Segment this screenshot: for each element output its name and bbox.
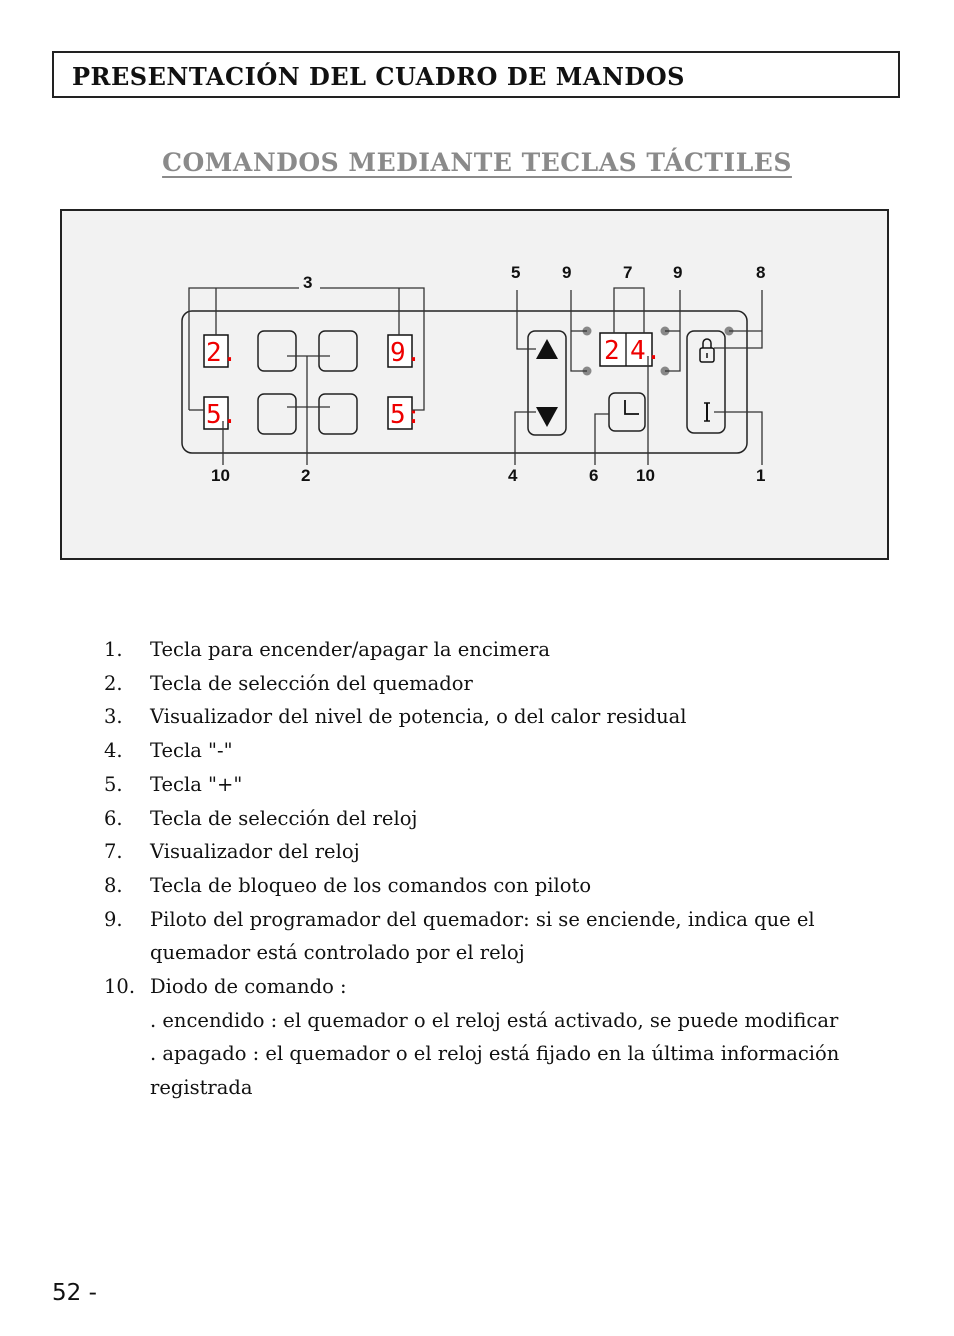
power-icon[interactable] xyxy=(704,403,710,421)
legend-item: 9. Piloto del programador del quemador: si se enciende, indica que el xyxy=(104,907,815,931)
legend-item: 1. Tecla para encender/apagar la encimera xyxy=(104,638,550,661)
subtitle-wrap xyxy=(0,148,954,177)
callout-8: 8 xyxy=(756,263,766,282)
legend-list xyxy=(104,633,864,1105)
callout-3: 3 xyxy=(303,273,313,292)
display-top-left-value: 2. xyxy=(206,338,238,368)
callout-2-lines xyxy=(287,356,330,465)
callout-6: 6 xyxy=(589,466,599,485)
section-title: PRESENTACIÓN DEL CUADRO DE MANDOS xyxy=(72,62,685,91)
callout-9a: 9 xyxy=(562,263,572,282)
legend-item: 7. Visualizador del reloj xyxy=(104,840,360,864)
legend-item: 6. Tecla de selección del reloj xyxy=(104,806,418,830)
burner-key-1[interactable] xyxy=(258,331,296,371)
callout-4-line xyxy=(515,412,536,465)
burner-key-3[interactable] xyxy=(258,394,296,434)
burner-key-2[interactable] xyxy=(319,331,357,371)
legend-item: 10. Diodo de comando : xyxy=(104,975,347,999)
page-number: 52 - xyxy=(52,1280,97,1306)
callout-4: 4 xyxy=(508,466,518,485)
section-title-box xyxy=(52,51,900,98)
legend-item-continuation: . encendido : el quemador o el reloj está activado, se puede modificar xyxy=(150,1008,839,1032)
legend-item: 2. Tecla de selección del quemador xyxy=(104,671,473,695)
minus-arrow-icon[interactable] xyxy=(536,407,558,427)
legend-item: 8. Tecla de bloqueo de los comandos con piloto xyxy=(104,873,592,897)
lock-icon[interactable] xyxy=(700,339,714,362)
clock-display-right: 4. xyxy=(630,336,662,366)
plus-arrow-icon[interactable] xyxy=(536,339,558,359)
callout-1: 1 xyxy=(756,466,766,485)
callout-5: 5 xyxy=(511,263,521,282)
burner-key-4[interactable] xyxy=(319,394,357,434)
legend-item: 5. Tecla "+" xyxy=(104,772,243,796)
display-bottom-left-value: 5. xyxy=(206,400,238,430)
clock-display-left: 2 xyxy=(604,336,620,366)
callout-10b: 10 xyxy=(636,466,655,485)
control-panel-svg xyxy=(62,211,891,562)
legend-item-continuation: . apagado : el quemador o el reloj está fijado en la última información xyxy=(150,1042,840,1066)
legend-item: 4. Tecla "-" xyxy=(104,739,233,763)
callout-6-line xyxy=(595,414,609,465)
callout-10a: 10 xyxy=(211,466,230,485)
callout-7: 7 xyxy=(623,263,633,282)
callout-8-lines xyxy=(714,290,762,348)
clock-key[interactable] xyxy=(609,393,645,431)
callout-1-line xyxy=(714,412,762,465)
control-panel-diagram xyxy=(60,209,889,560)
callout-9b: 9 xyxy=(673,263,683,282)
display-bottom-right-value: 5: xyxy=(390,400,422,430)
legend-item: 3. Visualizador del nivel de potencia, o del calor residual xyxy=(104,705,687,729)
callout-5-line xyxy=(517,290,536,349)
subtitle: COMANDOS MEDIANTE TECLAS TÁCTILES xyxy=(162,148,792,177)
legend-item-continuation: registrada xyxy=(150,1076,253,1100)
display-top-right-value: 9. xyxy=(390,338,422,368)
callout-2: 2 xyxy=(301,466,311,485)
legend-item-continuation: quemador está controlado por el reloj xyxy=(150,941,525,965)
clock-icon xyxy=(625,400,639,414)
